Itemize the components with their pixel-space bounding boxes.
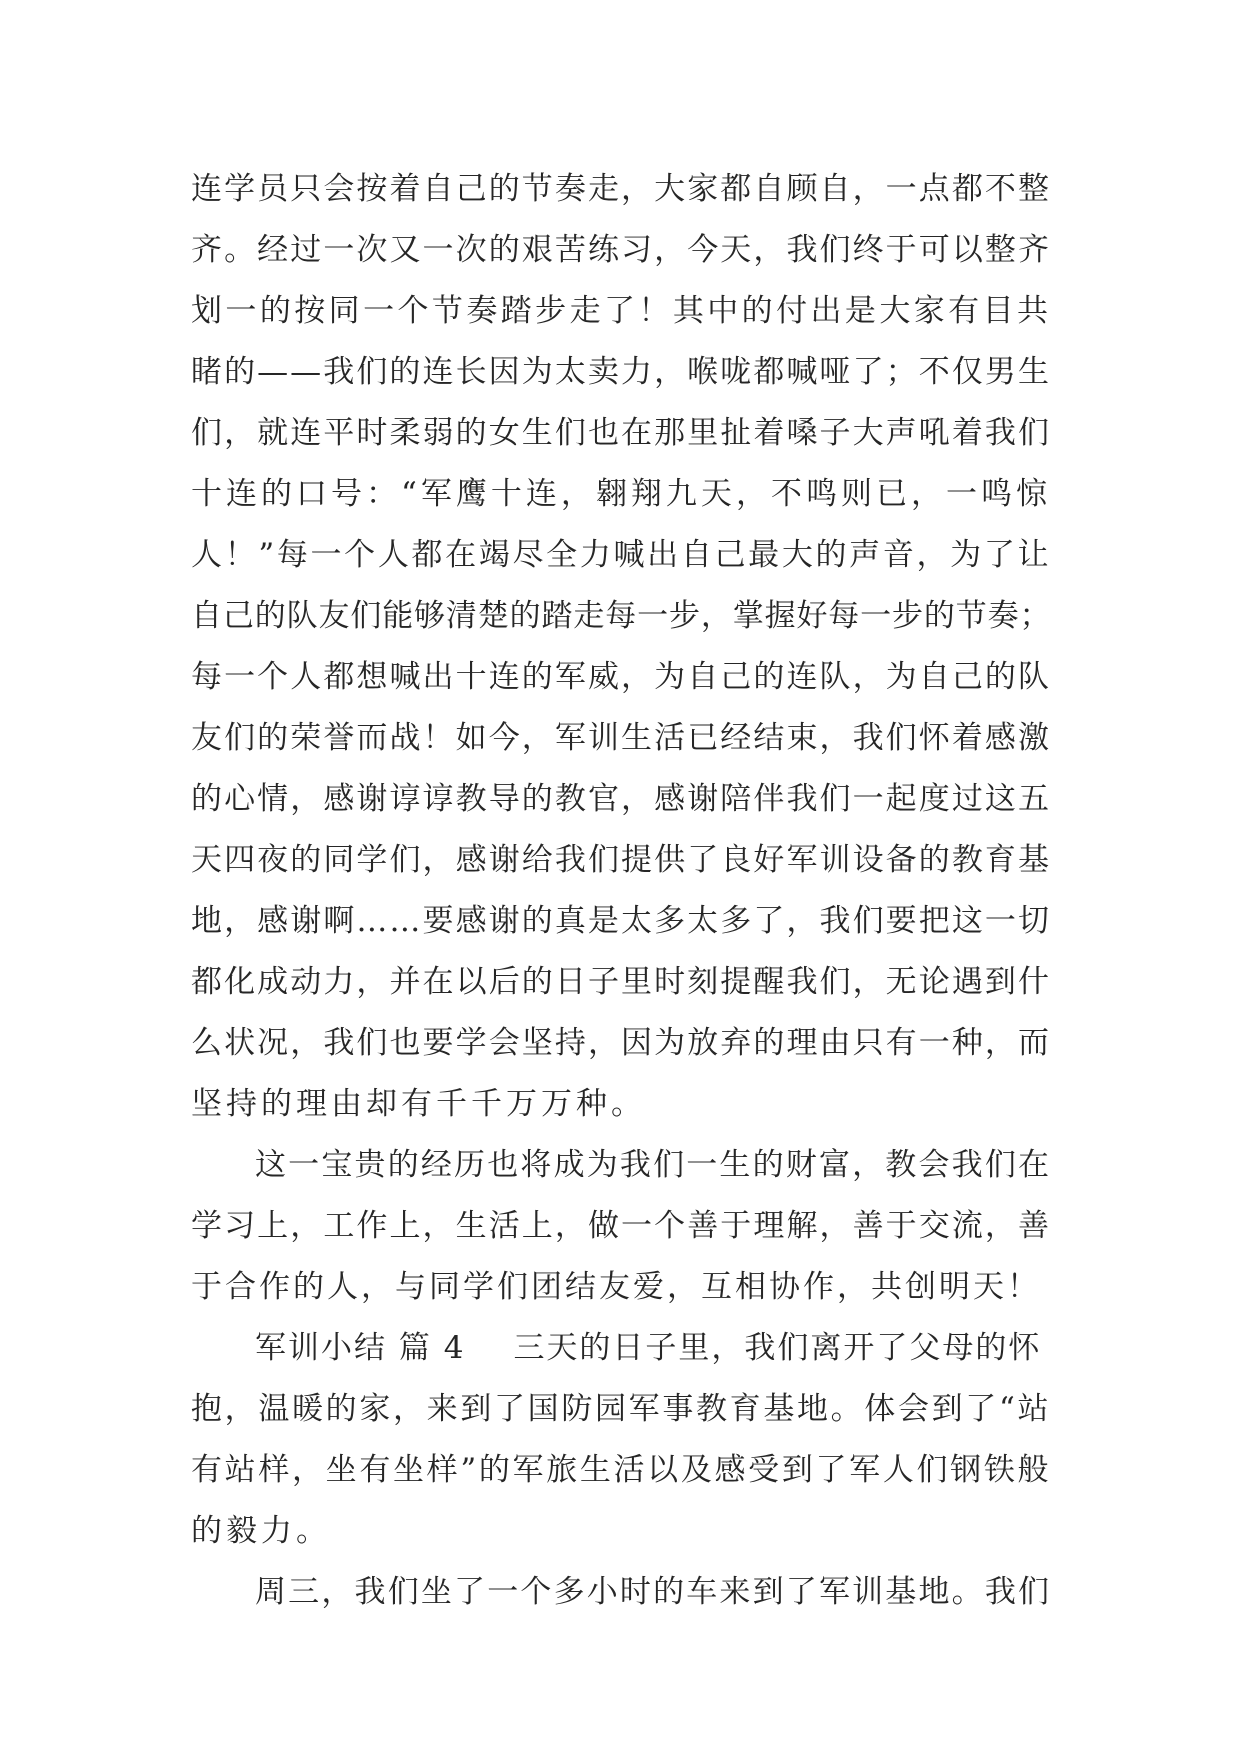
text-line: 于合作的人，与同学们团结友爱，互相协作，共创明天！ [191, 1269, 1041, 1305]
text-line: 天四夜的同学们，感谢给我们提供了良好军训设备的教育基 [191, 842, 1051, 878]
text-line: 十连的口号：“军鹰十连，翱翔九天，不鸣则已，一鸣惊 [191, 476, 1051, 512]
section-text: 三天的日子里，我们离开了父母的怀 [513, 1330, 1042, 1366]
text-line: 们，就连平时柔弱的女生们也在那里扯着嗓子大声吼着我们 [191, 415, 1051, 451]
document-body [191, 159, 1051, 1623]
text-line: 连学员只会按着自己的节奏走，大家都自顾自，一点都不整 [191, 171, 1051, 207]
section-heading: 军训小结 篇 4 [255, 1330, 466, 1366]
text-line: 划一的按同一个节奏踏步走了！其中的付出是大家有目共 [191, 293, 1051, 329]
section-heading-line [191, 1318, 1051, 1379]
text-line: 都化成动力，并在以后的日子里时刻提醒我们，无论遇到什 [191, 964, 1051, 1000]
text-line: 齐。经过一次又一次的艰苦练习，今天，我们终于可以整齐 [191, 232, 1051, 268]
text-line: 的心情，感谢谆谆教导的教官，感谢陪伴我们一起度过这五 [191, 781, 1051, 817]
text-line: 地，感谢啊……要感谢的真是太多太多了，我们要把这一切 [191, 903, 1051, 939]
text-line: 么状况，我们也要学会坚持，因为放弃的理由只有一种，而 [191, 1025, 1051, 1061]
paragraph-first-line: 周三，我们坐了一个多小时的车来到了军训基地。我们 [255, 1574, 1051, 1610]
text-line: 友们的荣誉而战！如今，军训生活已经结束，我们怀着感激 [191, 720, 1051, 756]
text-line: 的毅力。 [191, 1513, 331, 1549]
text-line: 睹的——我们的连长因为太卖力，喉咙都喊哑了；不仅男生 [191, 354, 1051, 390]
text-line: 学习上，工作上，生活上，做一个善于理解，善于交流，善 [191, 1208, 1051, 1244]
text-line: 人！”每一个人都在竭尽全力喊出自己最大的声音，为了让 [191, 537, 1051, 573]
text-line: 每一个人都想喊出十连的军威，为自己的连队，为自己的队 [191, 659, 1051, 695]
text-line: 坚持的理由却有千千万万种。 [191, 1086, 646, 1122]
text-line: 自己的队友们能够清楚的踏走每一步，掌握好每一步的节奏； [191, 598, 1051, 634]
text-line: 抱，温暖的家，来到了国防园军事教育基地。体会到了“站 [191, 1391, 1051, 1427]
paragraph-first-line: 这一宝贵的经历也将成为我们一生的财富，教会我们在 [255, 1147, 1051, 1183]
text-line: 有站样，坐有坐样”的军旅生活以及感受到了军人们钢铁般 [191, 1452, 1051, 1488]
